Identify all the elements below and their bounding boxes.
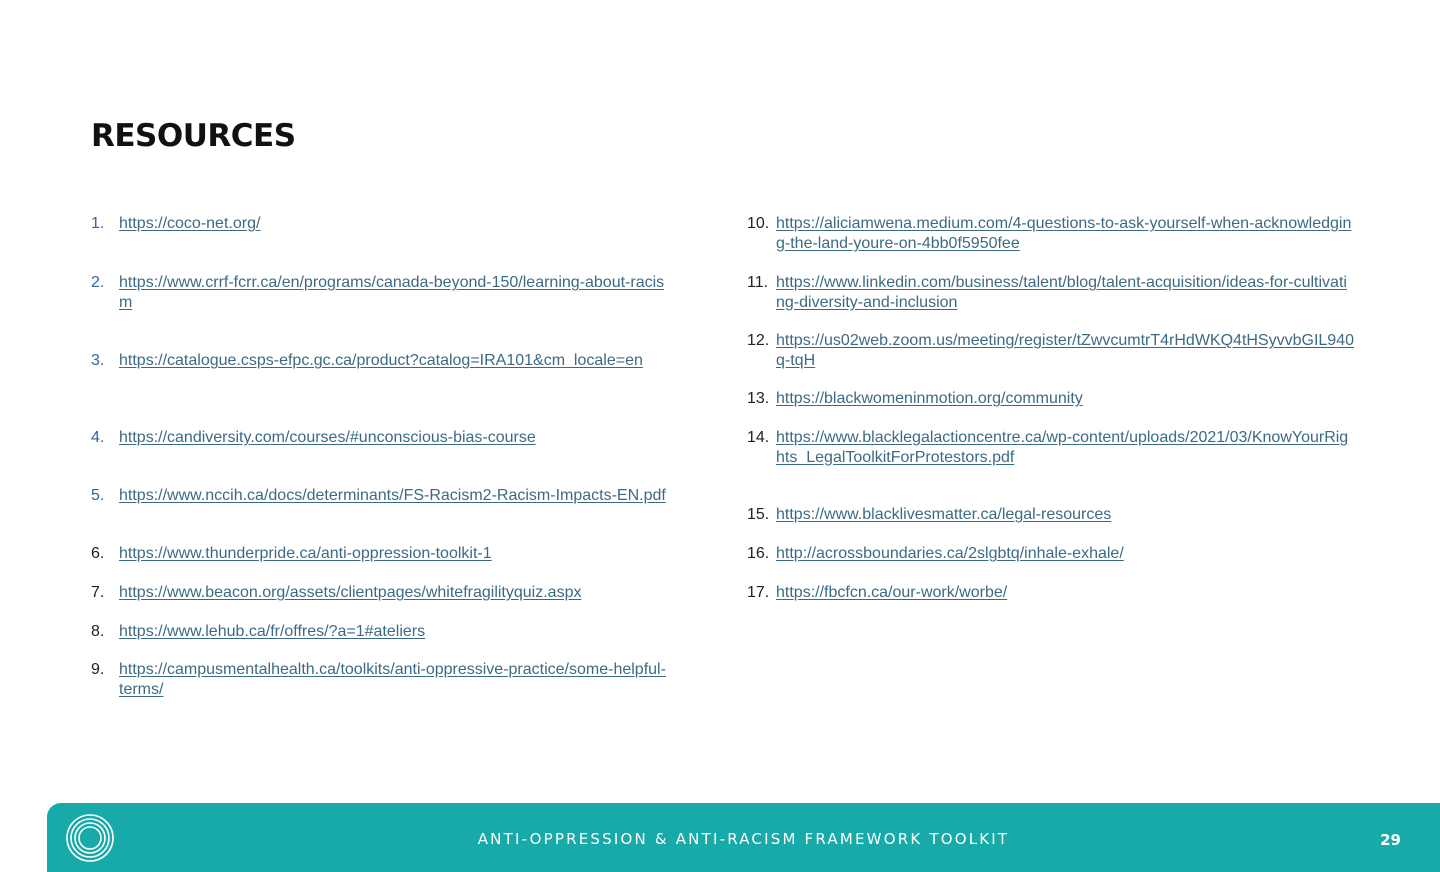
footer-bar	[47, 803, 1440, 872]
item-number: 8.	[91, 623, 105, 640]
resource-link[interactable]: https://candiversity.com/courses/#unconscious-bias-course	[119, 429, 536, 446]
item-number: 9.	[91, 661, 105, 678]
item-number: 4.	[91, 429, 105, 446]
resource-list-right	[747, 214, 1387, 614]
resource-link[interactable]: https://www.beacon.org/assets/clientpages/whitefragilityquiz.aspx	[119, 584, 582, 601]
resource-list-left	[91, 214, 691, 714]
item-number: 6.	[91, 545, 105, 562]
resource-link[interactable]: https://www.crrf-fcrr.ca/en/programs/canada-beyond-150/learning-about-racism	[119, 274, 665, 311]
item-number: 5.	[91, 487, 105, 504]
resource-link[interactable]: https://coco-net.org/	[119, 215, 261, 232]
resource-link[interactable]: https://fbcfcn.ca/our-work/worbe/	[776, 584, 1008, 601]
resource-link[interactable]: https://us02web.zoom.us/meeting/register/tZwvcumtrT4rHdWKQ4tHSyvvbGIL940q-tqH	[776, 332, 1354, 369]
resource-link[interactable]: http://acrossboundaries.ca/2slgbtq/inhale-exhale/	[776, 545, 1124, 562]
page-title: RESOURCES	[91, 118, 296, 154]
item-number: 7.	[91, 584, 105, 601]
resource-link[interactable]: https://campusmentalhealth.ca/toolkits/anti-oppressive-practice/some-helpful-terms/	[119, 661, 666, 698]
item-number: 14.	[747, 429, 770, 446]
item-number: 1.	[91, 215, 105, 232]
resource-link[interactable]: https://www.blacklivesmatter.ca/legal-resources	[776, 506, 1112, 523]
item-number: 16.	[747, 545, 770, 562]
resource-link[interactable]: https://www.thunderpride.ca/anti-oppression-toolkit-1	[119, 545, 492, 562]
item-number: 3.	[91, 352, 105, 369]
resource-link[interactable]: https://catalogue.csps-efpc.gc.ca/product?catalog=IRA101&cm_locale=en	[119, 352, 643, 369]
footer-title: ANTI-OPPRESSION & ANTI-RACISM FRAMEWORK TOOLKIT	[477, 830, 1010, 848]
item-number: 17.	[747, 584, 770, 601]
page-number: 29	[1380, 831, 1401, 849]
resource-link[interactable]: https://www.blacklegalactioncentre.ca/wp-content/uploads/2021/03/KnowYourRights_LegalToolkitForProtestors.pdf	[776, 429, 1349, 466]
resource-link[interactable]: https://blackwomeninmotion.org/community	[776, 390, 1083, 407]
item-number: 2.	[91, 274, 105, 291]
item-number: 13.	[747, 390, 770, 407]
item-number: 11.	[747, 274, 769, 291]
item-number: 15.	[747, 506, 770, 523]
item-number: 10.	[747, 215, 770, 232]
resource-link[interactable]: https://www.lehub.ca/fr/offres/?a=1#ateliers	[119, 623, 426, 640]
resource-link[interactable]: https://aliciamwena.medium.com/4-questions-to-ask-yourself-when-acknowledging-the-land-youre-on-4bb0f5950fee	[776, 215, 1352, 252]
item-number: 12.	[747, 332, 770, 349]
resource-link[interactable]: https://www.nccih.ca/docs/determinants/FS-Racism2-Racism-Impacts-EN.pdf	[119, 487, 666, 504]
resource-link[interactable]: https://www.linkedin.com/business/talent/blog/talent-acquisition/ideas-for-cultivating-diversity-and-inclusion	[776, 274, 1347, 311]
